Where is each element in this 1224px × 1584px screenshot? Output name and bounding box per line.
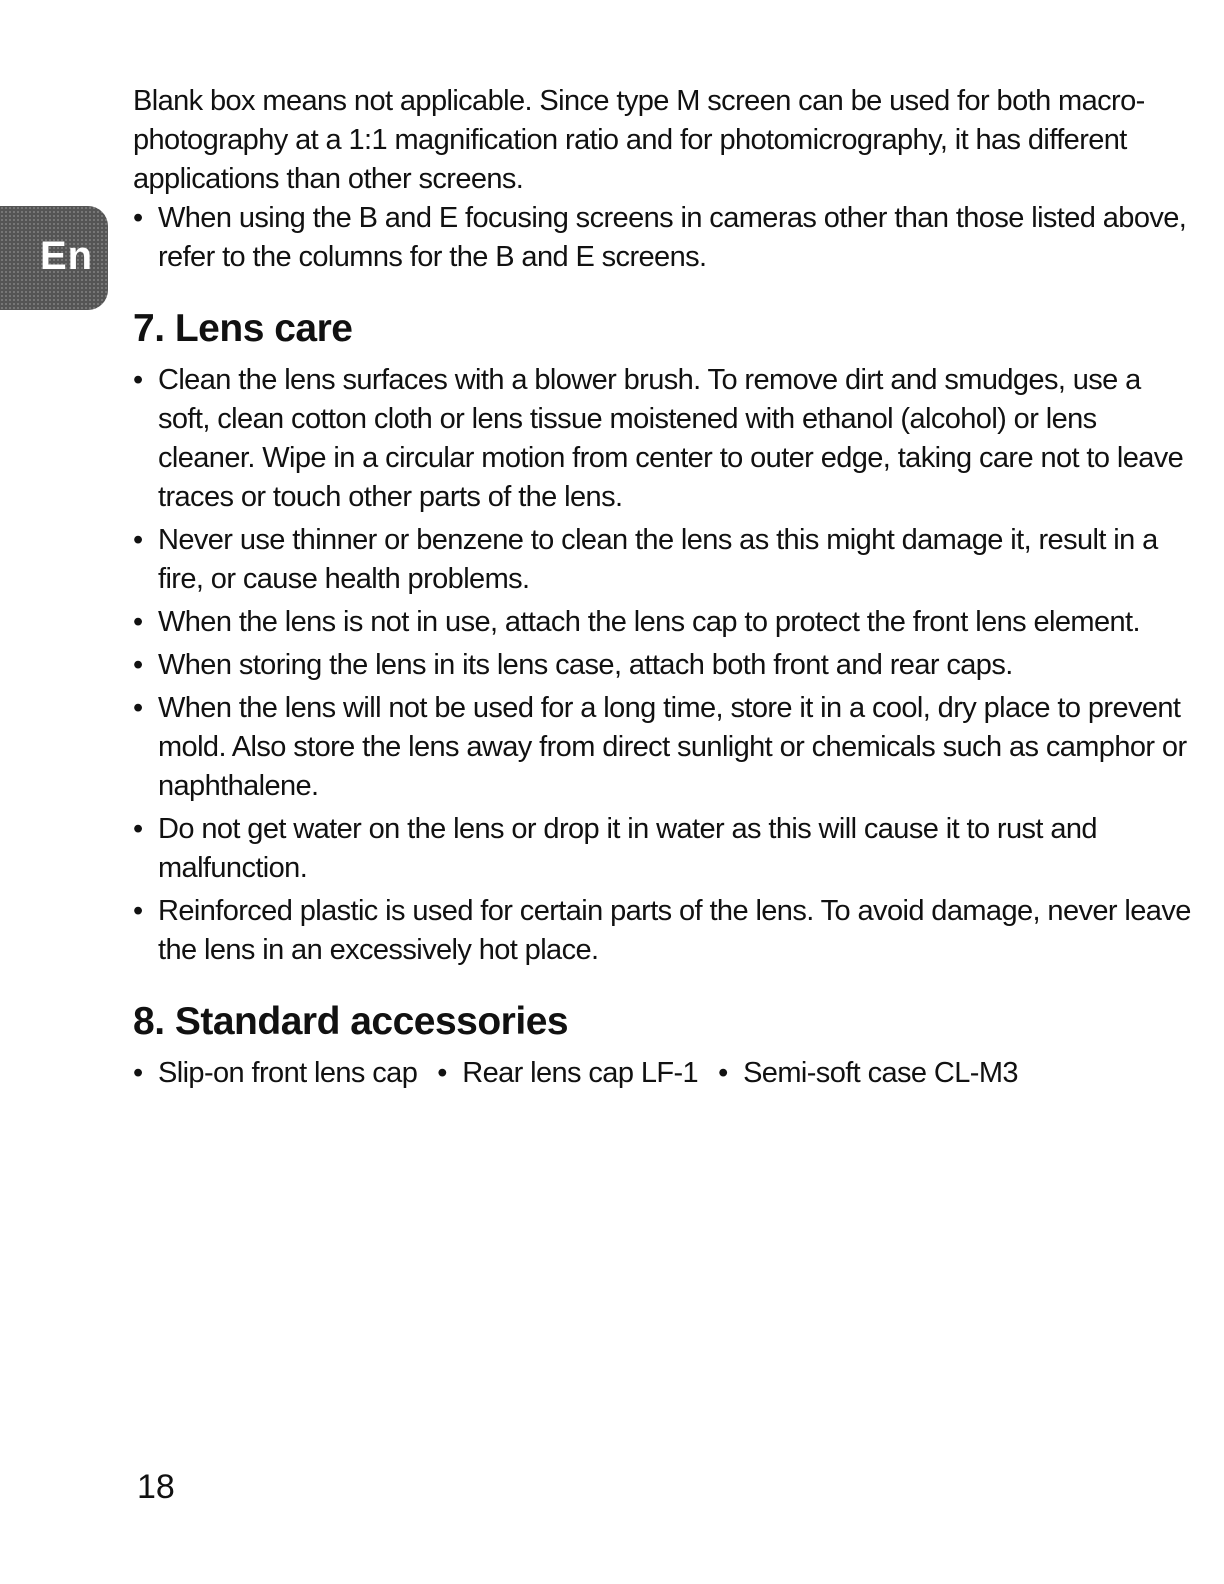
list-item: • When the lens will not be used for a long time, store it in a cool, dry place to prevent mold. Also store the lens away from direct sunlight or chemicals such as camphor or naphthalene. — [133, 689, 1193, 806]
accessories-list — [133, 1054, 1193, 1093]
accessory-item: • Slip-on front lens cap — [133, 1054, 417, 1093]
accessory-item: • Rear lens cap LF-1 — [437, 1054, 698, 1093]
accessory-item: • Semi-soft case CL-M3 — [718, 1054, 1018, 1093]
list-item: • When storing the lens in its lens case, attach both front and rear caps. — [133, 646, 1193, 685]
intro-paragraph: Blank box means not applicable. Since type M screen can be used for both macro-photography at a 1:1 magnification ratio and for photomicrography, it has different applications than other screens. — [133, 85, 1145, 195]
list-item: • Clean the lens surfaces with a blower brush. To remove dirt and smudges, use a soft, clean cotton cloth or lens tissue moistened with ethanol (alcohol) or lens cleaner. Wipe in a circular motion from center to outer edge, taking care not to leave traces or touch other parts of the lens. — [133, 361, 1193, 517]
list-item: • When the lens is not in use, attach the lens cap to protect the front lens element. — [133, 603, 1193, 642]
list-item: • Never use thinner or benzene to clean the lens as this might damage it, result in a fire, or cause health problems. — [133, 521, 1193, 599]
lens-care-bullet-list — [133, 361, 1193, 970]
page-number: 18 — [137, 1468, 175, 1506]
intro-bullet-list — [133, 199, 1193, 277]
page-content — [133, 82, 1193, 1093]
language-tab — [0, 206, 108, 310]
language-tab-label: En — [40, 234, 94, 278]
list-item: • Do not get water on the lens or drop it in water as this will cause it to rust and malfunction. — [133, 810, 1193, 888]
list-item: • When using the B and E focusing screens in cameras other than those listed above, refer to the columns for the B and E screens. — [133, 199, 1193, 277]
section-heading-standard-accessories: 8. Standard accessories — [133, 1000, 569, 1043]
section-heading-lens-care: 7. Lens care — [133, 307, 353, 350]
list-item: • Reinforced plastic is used for certain parts of the lens. To avoid damage, never leave the lens in an excessively hot place. — [133, 892, 1193, 970]
